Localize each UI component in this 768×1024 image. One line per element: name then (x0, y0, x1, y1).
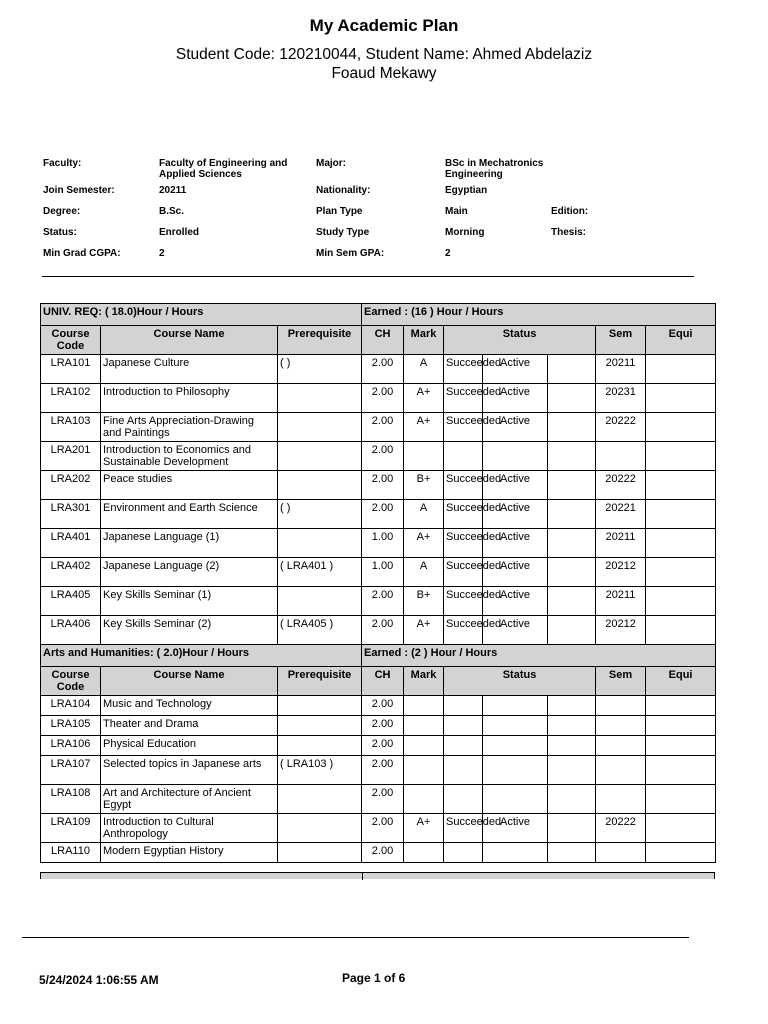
column-header-mark: Mark (404, 667, 444, 696)
course-equivalent (646, 384, 716, 413)
course-row (41, 616, 716, 645)
course-mark (404, 756, 444, 785)
course-code: LRA405 (41, 587, 101, 616)
section-header (41, 304, 716, 326)
section-header (41, 645, 716, 667)
course-result: Succeeded (444, 471, 483, 500)
column-header-ch: CH (362, 667, 404, 696)
course-result: Succeeded (444, 500, 483, 529)
course-code: LRA201 (41, 442, 101, 471)
course-row (41, 587, 716, 616)
course-row (41, 529, 716, 558)
nationality-value: Egyptian (445, 185, 488, 196)
course-result (444, 696, 483, 716)
course-status-extra (548, 500, 596, 529)
course-mark: A+ (404, 529, 444, 558)
course-credit-hours: 2.00 (362, 756, 404, 785)
course-status-extra (548, 413, 596, 442)
course-code: LRA103 (41, 413, 101, 442)
course-mark: A (404, 558, 444, 587)
course-semester (596, 785, 646, 814)
course-row (41, 384, 716, 413)
column-header-code: Course Code (41, 326, 101, 355)
course-status (483, 736, 548, 756)
course-semester (596, 716, 646, 736)
course-status-extra (548, 785, 596, 814)
course-prerequisite: ( LRA405 ) (278, 616, 362, 645)
course-equivalent (646, 785, 716, 814)
course-equivalent (646, 756, 716, 785)
course-status: Active (483, 413, 548, 442)
course-name: Environment and Earth Science (101, 500, 278, 529)
course-row (41, 355, 716, 384)
course-semester (596, 756, 646, 785)
course-mark: A (404, 355, 444, 384)
course-row (41, 716, 716, 736)
course-mark (404, 716, 444, 736)
course-status: Active (483, 384, 548, 413)
course-result: Succeeded (444, 558, 483, 587)
course-semester: 20211 (596, 355, 646, 384)
course-result: Succeeded (444, 413, 483, 442)
section-title: UNIV. REQ: ( 18.0)Hour / Hours (41, 304, 362, 326)
column-header-equi: Equi (646, 326, 716, 355)
course-status-extra (548, 442, 596, 471)
page-number: Page 1 of 6 (342, 971, 406, 985)
course-equivalent (646, 843, 716, 863)
course-name: Modern Egyptian History (101, 843, 278, 863)
page-title: My Academic Plan (309, 16, 459, 35)
course-status (483, 756, 548, 785)
course-credit-hours: 2.00 (362, 471, 404, 500)
course-row (41, 558, 716, 587)
course-name: Key Skills Seminar (1) (101, 587, 278, 616)
course-code: LRA106 (41, 736, 101, 756)
course-mark (404, 785, 444, 814)
course-row (41, 500, 716, 529)
course-code: LRA102 (41, 384, 101, 413)
course-code: LRA401 (41, 529, 101, 558)
course-semester: 20212 (596, 558, 646, 587)
course-mark: A+ (404, 384, 444, 413)
course-semester (596, 442, 646, 471)
course-name: Key Skills Seminar (2) (101, 616, 278, 645)
course-semester (596, 696, 646, 716)
course-status: Active (483, 587, 548, 616)
column-header-row (41, 667, 716, 696)
course-status-extra (548, 471, 596, 500)
course-row (41, 756, 716, 785)
course-name: Physical Education (101, 736, 278, 756)
course-semester: 20221 (596, 500, 646, 529)
column-header-ch: CH (362, 326, 404, 355)
course-status-extra (548, 616, 596, 645)
course-name: Fine Arts Appreciation-Drawing and Paintings (101, 413, 278, 442)
column-header-sem: Sem (596, 667, 646, 696)
academic-plan-table (40, 303, 716, 863)
course-prerequisite (278, 696, 362, 716)
course-prerequisite: ( LRA401 ) (278, 558, 362, 587)
course-result (444, 736, 483, 756)
section-title: Arts and Humanities: ( 2.0)Hour / Hours (41, 645, 362, 667)
course-credit-hours: 1.00 (362, 558, 404, 587)
column-header-code: Course Code (41, 667, 101, 696)
course-prerequisite: ( ) (278, 355, 362, 384)
course-row (41, 785, 716, 814)
course-mark: B+ (404, 587, 444, 616)
course-mark: B+ (404, 471, 444, 500)
course-equivalent (646, 355, 716, 384)
course-prerequisite (278, 413, 362, 442)
course-mark: A+ (404, 814, 444, 843)
course-status-extra (548, 587, 596, 616)
course-row (41, 696, 716, 716)
column-header-name: Course Name (101, 326, 278, 355)
course-equivalent (646, 500, 716, 529)
course-equivalent (646, 814, 716, 843)
course-name: Music and Technology (101, 696, 278, 716)
course-code: LRA406 (41, 616, 101, 645)
course-semester: 20231 (596, 384, 646, 413)
min-sem-gpa-value: 2 (445, 248, 451, 259)
course-result (444, 785, 483, 814)
course-status: Active (483, 616, 548, 645)
course-status-extra (548, 716, 596, 736)
course-semester (596, 736, 646, 756)
course-credit-hours: 2.00 (362, 696, 404, 716)
faculty-label: Faculty: (43, 158, 82, 169)
course-row (41, 413, 716, 442)
course-mark: A+ (404, 616, 444, 645)
course-status-extra (548, 814, 596, 843)
study-type-label: Study Type (316, 227, 370, 238)
course-row (41, 736, 716, 756)
info-divider (42, 276, 694, 277)
course-prerequisite (278, 785, 362, 814)
course-equivalent (646, 616, 716, 645)
course-credit-hours: 2.00 (362, 716, 404, 736)
course-equivalent (646, 736, 716, 756)
course-result: Succeeded (444, 616, 483, 645)
column-header-mark: Mark (404, 326, 444, 355)
course-status (483, 442, 548, 471)
faculty-value: Faculty of Engineering and Applied Sciences (159, 158, 288, 180)
course-equivalent (646, 587, 716, 616)
course-result: Succeeded (444, 587, 483, 616)
course-semester: 20222 (596, 413, 646, 442)
course-name: Introduction to Philosophy (101, 384, 278, 413)
study-type-value: Morning (445, 227, 485, 238)
status-label: Status: (43, 227, 77, 238)
course-code: LRA101 (41, 355, 101, 384)
course-credit-hours: 2.00 (362, 814, 404, 843)
course-credit-hours: 2.00 (362, 587, 404, 616)
course-equivalent (646, 529, 716, 558)
next-section-header-strip (40, 872, 715, 879)
course-equivalent (646, 471, 716, 500)
course-name: Introduction to Economics and Sustainable Development (101, 442, 278, 471)
course-code: LRA104 (41, 696, 101, 716)
student-subtitle: Student Code: 120210044, Student Name: Ahmed Abdelaziz Foaud Mekawy (175, 46, 593, 82)
course-row (41, 442, 716, 471)
course-name: Japanese Language (2) (101, 558, 278, 587)
thesis-label: Thesis: (551, 227, 587, 238)
course-semester: 20212 (596, 616, 646, 645)
course-code: LRA402 (41, 558, 101, 587)
course-prerequisite (278, 736, 362, 756)
course-equivalent (646, 696, 716, 716)
course-status-extra (548, 736, 596, 756)
course-name: Theater and Drama (101, 716, 278, 736)
course-mark (404, 696, 444, 716)
footer-divider (22, 937, 689, 938)
course-semester: 20211 (596, 587, 646, 616)
course-semester (596, 843, 646, 863)
course-status: Active (483, 814, 548, 843)
course-semester: 20222 (596, 814, 646, 843)
course-status (483, 716, 548, 736)
course-status: Active (483, 355, 548, 384)
course-credit-hours: 1.00 (362, 529, 404, 558)
course-status-extra (548, 696, 596, 716)
degree-label: Degree: (43, 206, 81, 217)
section-earned: Earned : (2 ) Hour / Hours (362, 645, 716, 667)
course-code: LRA202 (41, 471, 101, 500)
nationality-label: Nationality: (316, 185, 371, 196)
min-grad-cgpa-value: 2 (159, 248, 165, 259)
course-code: LRA108 (41, 785, 101, 814)
column-header-sem: Sem (596, 326, 646, 355)
course-equivalent (646, 413, 716, 442)
plan-type-value: Main (445, 206, 468, 217)
major-value: BSc in Mechatronics Engineering (445, 158, 544, 180)
course-code: LRA109 (41, 814, 101, 843)
min-grad-cgpa-label: Min Grad CGPA: (43, 248, 121, 259)
print-timestamp: 5/24/2024 1:06:55 AM (39, 973, 159, 987)
course-prerequisite (278, 384, 362, 413)
course-status-extra (548, 529, 596, 558)
course-prerequisite (278, 716, 362, 736)
course-equivalent (646, 558, 716, 587)
course-credit-hours: 2.00 (362, 616, 404, 645)
course-status: Active (483, 471, 548, 500)
course-name: Art and Architecture of Ancient Egypt (101, 785, 278, 814)
course-status: Active (483, 529, 548, 558)
course-result: Succeeded (444, 529, 483, 558)
course-credit-hours: 2.00 (362, 736, 404, 756)
course-credit-hours: 2.00 (362, 785, 404, 814)
course-prerequisite (278, 471, 362, 500)
status-value: Enrolled (159, 227, 200, 238)
course-result (444, 843, 483, 863)
column-header-row (41, 326, 716, 355)
course-mark: A (404, 500, 444, 529)
course-status (483, 843, 548, 863)
column-header-prereq: Prerequisite (278, 667, 362, 696)
course-row (41, 843, 716, 863)
course-prerequisite (278, 529, 362, 558)
column-header-prereq: Prerequisite (278, 326, 362, 355)
course-prerequisite (278, 843, 362, 863)
course-result (444, 716, 483, 736)
course-status: Active (483, 558, 548, 587)
course-credit-hours: 2.00 (362, 500, 404, 529)
course-result (444, 442, 483, 471)
join-semester-label: Join Semester: (43, 185, 115, 196)
course-status-extra (548, 756, 596, 785)
course-prerequisite: ( ) (278, 500, 362, 529)
edition-label: Edition: (551, 206, 589, 217)
course-result: Succeeded (444, 814, 483, 843)
column-header-name: Course Name (101, 667, 278, 696)
course-status (483, 696, 548, 716)
course-row (41, 814, 716, 843)
course-code: LRA110 (41, 843, 101, 863)
course-prerequisite (278, 587, 362, 616)
course-prerequisite (278, 814, 362, 843)
course-prerequisite (278, 442, 362, 471)
course-mark (404, 843, 444, 863)
course-code: LRA105 (41, 716, 101, 736)
course-mark: A+ (404, 413, 444, 442)
course-name: Selected topics in Japanese arts (101, 756, 278, 785)
course-semester: 20211 (596, 529, 646, 558)
column-header-status: Status (444, 326, 596, 355)
course-equivalent (646, 442, 716, 471)
degree-value: B.Sc. (159, 206, 185, 217)
course-status-extra (548, 843, 596, 863)
course-name: Japanese Culture (101, 355, 278, 384)
plan-type-label: Plan Type (316, 206, 363, 217)
course-result: Succeeded (444, 384, 483, 413)
min-sem-gpa-label: Min Sem GPA: (316, 248, 385, 259)
course-credit-hours: 2.00 (362, 413, 404, 442)
column-header-status: Status (444, 667, 596, 696)
course-status-extra (548, 355, 596, 384)
course-row (41, 471, 716, 500)
course-credit-hours: 2.00 (362, 843, 404, 863)
course-name: Japanese Language (1) (101, 529, 278, 558)
course-prerequisite: ( LRA103 ) (278, 756, 362, 785)
course-credit-hours: 2.00 (362, 442, 404, 471)
section-earned: Earned : (16 ) Hour / Hours (362, 304, 716, 326)
course-status-extra (548, 384, 596, 413)
course-name: Introduction to Cultural Anthropology (101, 814, 278, 843)
course-semester: 20222 (596, 471, 646, 500)
course-status (483, 785, 548, 814)
course-result (444, 756, 483, 785)
course-status-extra (548, 558, 596, 587)
course-status: Active (483, 500, 548, 529)
join-semester-value: 20211 (159, 185, 187, 196)
course-credit-hours: 2.00 (362, 384, 404, 413)
course-equivalent (646, 716, 716, 736)
course-name: Peace studies (101, 471, 278, 500)
course-mark (404, 442, 444, 471)
course-credit-hours: 2.00 (362, 355, 404, 384)
column-header-equi: Equi (646, 667, 716, 696)
course-code: LRA107 (41, 756, 101, 785)
course-mark (404, 736, 444, 756)
major-label: Major: (316, 158, 346, 169)
course-result: Succeeded (444, 355, 483, 384)
course-code: LRA301 (41, 500, 101, 529)
